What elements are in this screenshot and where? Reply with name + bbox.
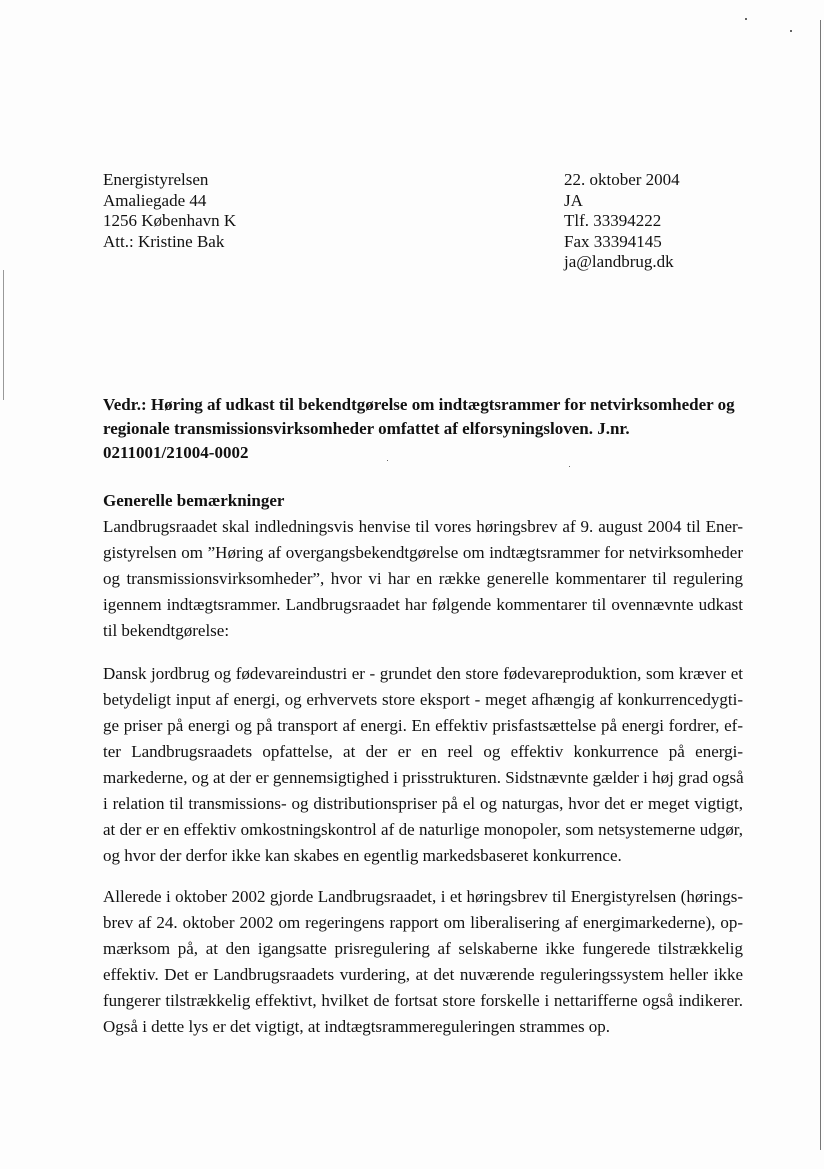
section-heading: Generelle bemærkninger xyxy=(103,491,285,510)
paragraph-line: Allerede i oktober 2002 gjorde Landbrugsraadet, i et høringsbrev til Energistyrelsen (hørings- xyxy=(103,887,743,906)
scan-edge-right xyxy=(820,20,821,1150)
paragraph-line: og transmissionsvirksomheder”, hvor vi har en række generelle kommentarer til regulering xyxy=(103,569,743,588)
paragraph-line: markederne, og at der er gennemsigtighed i prisstrukturen. Sidstnævnte gælder i høj grad også xyxy=(103,768,744,787)
sender-phone: Tlf. 33394222 xyxy=(564,211,662,230)
recipient-line: 1256 København K xyxy=(103,211,237,230)
subject-heading xyxy=(103,393,743,465)
subject-line: regionale transmissionsvirksomheder omfattet af elforsyningsloven. J.nr. xyxy=(103,419,630,438)
sender-fax: Fax 33394145 xyxy=(564,231,662,251)
paragraph-line: og hvor der derfor ikke kan skabes en egentlig markedsbaseret konkurrence. xyxy=(103,846,622,865)
letter-date: 22. oktober 2004 xyxy=(564,170,680,189)
subject-line: Vedr.: Høring af udkast til bekendtgørelse om indtægtsrammer for netvirksomheder og xyxy=(103,395,735,414)
scan-speck xyxy=(790,30,792,32)
body-paragraph xyxy=(103,884,743,1040)
paragraph-line: i relation til transmissions- og distributionspriser på el og naturgas, hvor det er meget vigtigt, xyxy=(103,794,743,813)
sender-info xyxy=(564,170,680,273)
body-paragraph xyxy=(103,514,743,644)
scan-edge-left xyxy=(3,270,4,400)
paragraph-line: igennem indtægtsrammer. Landbrugsraadet har følgende kommentarer til ovennævnte udkast xyxy=(103,595,743,614)
recipient-address xyxy=(103,170,236,252)
paragraph-line: effektiv. Det er Landbrugsraadets vurdering, at det nuværende reguleringssystem heller ikke xyxy=(103,965,743,984)
paragraph-line: Også i dette lys er det vigtigt, at indtægtsrammereguleringen strammes op. xyxy=(103,1017,611,1036)
sender-email: ja@landbrug.dk xyxy=(564,252,674,271)
scan-speck xyxy=(745,18,747,20)
subject-line: 0211001/21004-0002 xyxy=(103,443,249,462)
paragraph-line: betydeligt input af energi, og erhvervets store eksport - meget afhængig af konkurrencedygti- xyxy=(103,690,743,709)
paragraph-line: gistyrelsen om ”Høring af overgangsbekendtgørelse om indtægtsrammer for netvirksomheder xyxy=(103,543,743,562)
paragraph-line: Dansk jordbrug og fødevareindustri er - grundet den store fødevareproduktion, som kræver et xyxy=(103,664,743,683)
paragraph-line: mærksom på, at den igangsatte prisregulering af selskaberne ikke fungerede tilstrækkelig xyxy=(103,939,743,958)
paragraph-line: ter Landbrugsraadets opfattelse, at der er en reel og effektiv konkurrence på energi- xyxy=(103,742,743,761)
sender-initials: JA xyxy=(564,190,583,210)
paragraph-line: fungerer tilstrækkelig effektivt, hvilket de fortsat store forskelle i nettarifferne også indikerer. xyxy=(103,991,743,1010)
paragraph-line: at der er en effektiv omkostningskontrol af de naturlige monopoler, som netsystemerne udgør, xyxy=(103,820,743,839)
paragraph-line: Landbrugsraadet skal indledningsvis henvise til vores høringsbrev af 9. august 2004 til Ener- xyxy=(103,517,743,536)
recipient-line: Amaliegade 44 xyxy=(103,190,207,210)
paragraph-line: ge priser på energi og på transport af energi. En effektiv prisfastsættelse på energi fordrer, ef- xyxy=(103,716,743,735)
recipient-line: Att.: Kristine Bak xyxy=(103,231,225,251)
recipient-line: Energistyrelsen xyxy=(103,170,209,189)
body-paragraph xyxy=(103,661,743,869)
paragraph-line: brev af 24. oktober 2002 om regeringens rapport om liberalisering af energimarkederne), op- xyxy=(103,913,743,932)
paragraph-line: til bekendtgørelse: xyxy=(103,621,230,640)
scan-speck xyxy=(569,466,570,467)
